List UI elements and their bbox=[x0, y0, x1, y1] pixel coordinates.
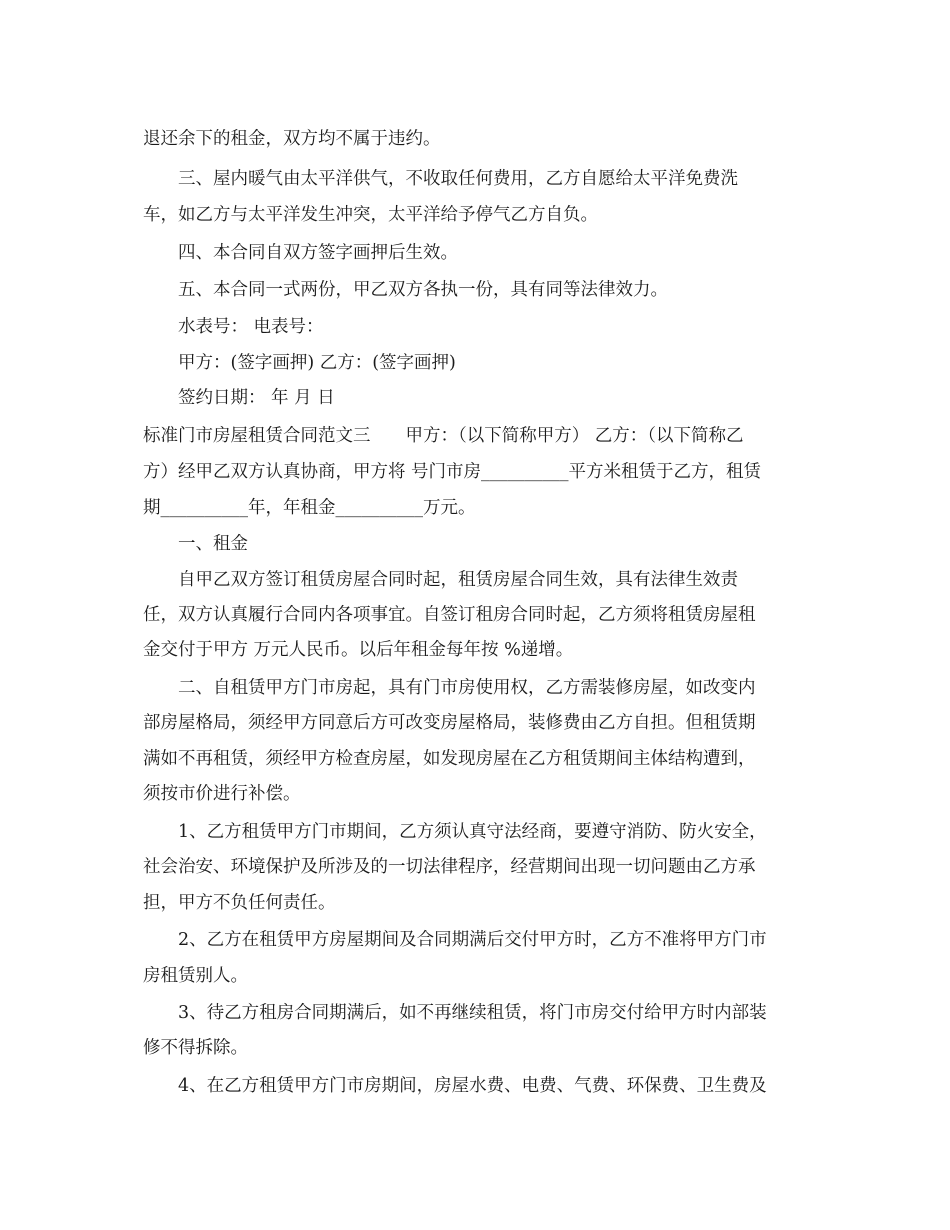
text-line: 4、在乙方租赁甲方门市房期间，房屋水费、电费、气费、环保费、卫生费及 bbox=[178, 1076, 767, 1096]
text-line: 金交付于甲方 万元人民币。以后年租金每年按 %递增。 bbox=[143, 640, 574, 660]
text-line: 三、屋内暖气由太平洋供气，不收取任何费用，乙方自愿给太平洋免费洗 bbox=[178, 169, 738, 189]
text-line: 方）经甲乙双方认真协商，甲方将 号门市房__________平方米租赁于乙方，租赁 bbox=[143, 462, 762, 482]
text-line: 车，如乙方与太平洋发生冲突，太平洋给予停气乙方自负。 bbox=[143, 205, 598, 225]
text-line: 甲方：(签字画押) 乙方：(签字画押) bbox=[178, 353, 456, 373]
text-line: 部房屋格局，须经甲方同意后方可改变房屋格局，装修费由乙方自担。但租赁期 bbox=[143, 713, 756, 733]
text-line: 四、本合同自双方签字画押后生效。 bbox=[178, 243, 458, 263]
text-line: 房租赁别人。 bbox=[143, 966, 248, 986]
text-line: 1、乙方租赁甲方门市期间，乙方须认真守法经商，要遵守消防、防火安全， bbox=[178, 822, 767, 842]
text-line: 标准门市房屋租赁合同范文三 甲方：（以下简称甲方） 乙方：（以下简称乙 bbox=[143, 426, 744, 446]
text-line: 修不得拆除。 bbox=[143, 1038, 248, 1058]
text-line: 自甲乙双方签订租赁房屋合同时起，租赁房屋合同生效，具有法律生效责 bbox=[178, 570, 738, 590]
text-line: 签约日期： 年 月 日 bbox=[178, 388, 335, 408]
text-line: 社会治安、环境保护及所涉及的一切法律程序，经营期间出现一切问题由乙方承 bbox=[143, 857, 756, 877]
text-line: 一、租金 bbox=[178, 534, 248, 554]
text-line: 担，甲方不负任何责任。 bbox=[143, 893, 336, 913]
text-line: 满如不再租赁，须经甲方检查房屋，如发现房屋在乙方租赁期间主体结构遭到， bbox=[143, 749, 756, 769]
text-line: 退还余下的租金，双方均不属于违约。 bbox=[143, 129, 441, 149]
text-line: 水表号： 电表号： bbox=[178, 317, 324, 337]
text-line: 五、本合同一式两份，甲乙双方各执一份，具有同等法律效力。 bbox=[178, 280, 668, 300]
text-line: 3、待乙方租房合同期满后，如不再继续租赁，将门市房交付给甲方时内部装 bbox=[178, 1003, 767, 1023]
text-line: 二、自租赁甲方门市房起，具有门市房使用权，乙方需装修房屋，如改变内 bbox=[178, 678, 756, 698]
text-line: 须按市价进行补偿。 bbox=[143, 784, 301, 804]
text-line: 任，双方认真履行合同内各项事宜。自签订租房合同时起，乙方须将租赁房屋租 bbox=[143, 605, 756, 625]
text-line: 期__________年，年租金__________万元。 bbox=[143, 498, 476, 518]
text-line: 2、乙方在租赁甲方房屋期间及合同期满后交付甲方时，乙方不准将甲方门市 bbox=[178, 930, 767, 950]
